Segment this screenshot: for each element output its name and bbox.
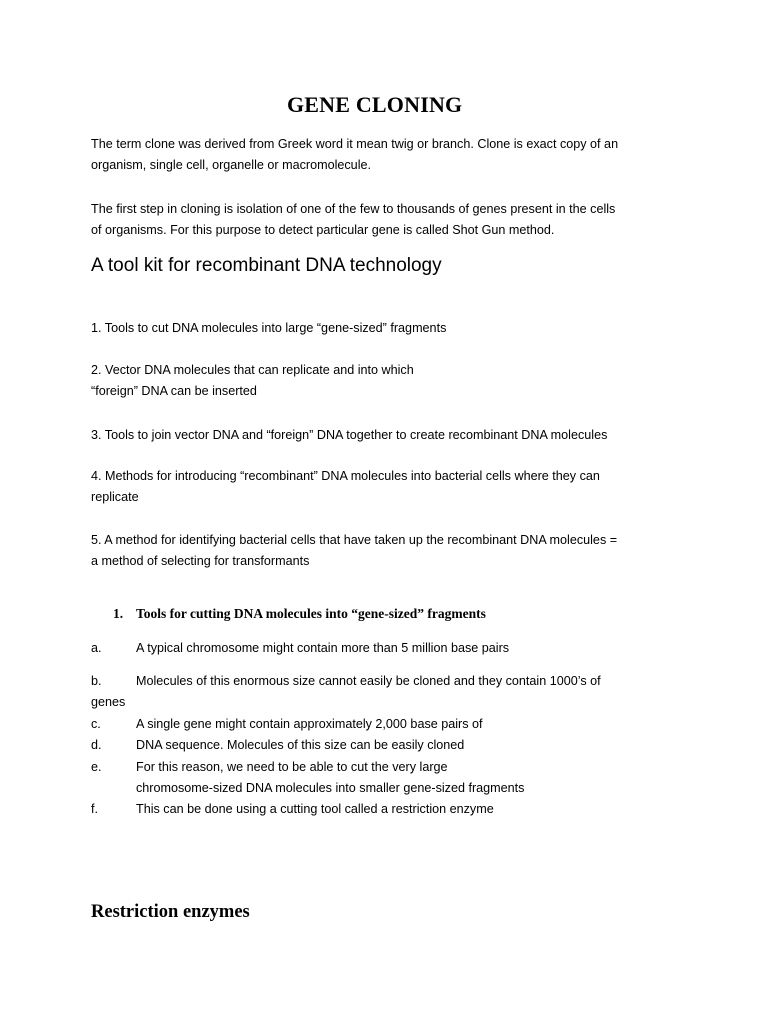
intro-paragraph-2-line-2: of organisms. For this purpose to detect particular gene is called Shot Gun method.: [91, 223, 555, 237]
toolkit-item-4-line-1: 4. Methods for introducing “recombinant” DNA molecules into bacterial cells where they can: [91, 469, 600, 483]
list-item-d: DNA sequence. Molecules of this size can be easily cloned: [136, 738, 465, 752]
toolkit-item-5-line-1: 5. A method for identifying bacterial cells that have taken up the recombinant DNA molecules =: [91, 533, 618, 547]
list-item-c: A single gene might contain approximately 2,000 base pairs of: [136, 717, 483, 731]
page-title: GENE CLONING: [287, 92, 463, 117]
list-item-f: This can be done using a cutting tool called a restriction enzyme: [136, 802, 494, 816]
toolkit-item-2-line-1: 2. Vector DNA molecules that can replicate and into which: [91, 363, 414, 377]
list-marker-e: e.: [91, 760, 102, 774]
toolkit-item-5-line-2: a method of selecting for transformants: [91, 554, 310, 568]
list-marker-d: d.: [91, 738, 102, 752]
toolkit-item-4-line-2: replicate: [91, 490, 139, 504]
toolkit-item-2-line-2: “foreign” DNA can be inserted: [91, 384, 257, 398]
list-item-a: A typical chromosome might contain more than 5 million base pairs: [136, 641, 510, 655]
section-1-heading: Tools for cutting DNA molecules into “gene-sized” fragments: [136, 606, 486, 621]
list-item-e: For this reason, we need to be able to cut the very large: [136, 760, 448, 774]
intro-paragraph-1-line-1: The term clone was derived from Greek word it mean twig or branch. Clone is exact copy of an: [91, 137, 619, 151]
toolkit-item-3: 3. Tools to join vector DNA and “foreign” DNA together to create recombinant DNA molecules: [91, 428, 608, 442]
toolkit-item-1: 1. Tools to cut DNA molecules into large “gene-sized” fragments: [91, 321, 447, 335]
list-marker-c: c.: [91, 717, 101, 731]
section-2-heading: Restriction enzymes: [91, 902, 250, 922]
list-item-b: Molecules of this enormous size cannot easily be cloned and they contain 1000’s of: [136, 674, 601, 688]
toolkit-heading: A tool kit for recombinant DNA technology: [91, 255, 442, 276]
section-1-number: 1.: [113, 606, 124, 621]
list-marker-a: a.: [91, 641, 102, 655]
intro-paragraph-2-line-1: The first step in cloning is isolation of one of the few to thousands of genes present in the cells: [91, 202, 616, 216]
list-marker-f: f.: [91, 802, 98, 816]
list-marker-b: b.: [91, 674, 102, 688]
intro-paragraph-1-line-2: organism, single cell, organelle or macromolecule.: [91, 158, 371, 172]
list-item-b-wrap: genes: [91, 695, 126, 709]
list-item-e-continuation: chromosome-sized DNA molecules into smaller gene-sized fragments: [136, 781, 525, 795]
